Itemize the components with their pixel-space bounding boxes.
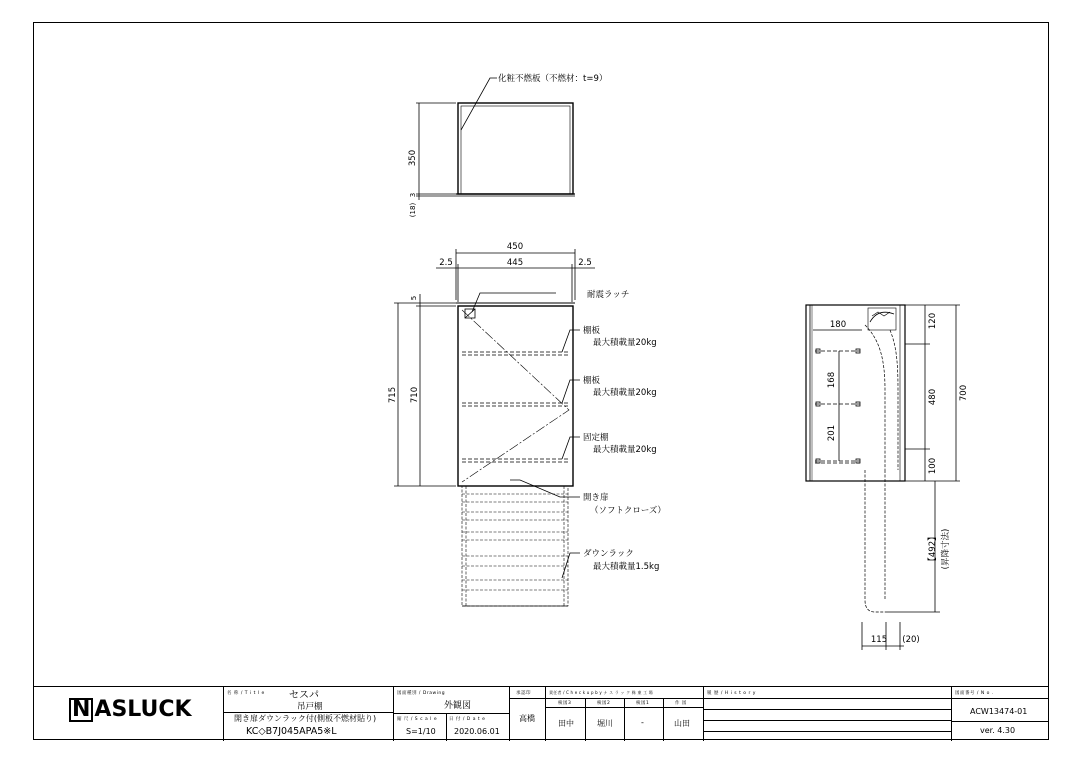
dim-left-gap-label: 2.5 bbox=[439, 258, 453, 268]
dim-right-gap-label: 2.5 bbox=[578, 258, 592, 268]
title-cell bbox=[223, 687, 393, 741]
approval-cell bbox=[509, 687, 545, 741]
dim-201-label: 201 bbox=[827, 424, 837, 442]
top-view bbox=[416, 78, 575, 200]
dim-480-label: 480 bbox=[928, 388, 938, 406]
dim-3-label: 3 bbox=[409, 192, 417, 198]
approval-label: 承認印 bbox=[516, 691, 531, 696]
approver-name: 高橋 bbox=[519, 714, 535, 723]
check-col-2: 検図2 bbox=[597, 701, 611, 706]
check-col-1: 検図3 bbox=[558, 701, 572, 706]
title-block bbox=[33, 686, 1049, 740]
check-label: 責任者 / C h e c k u p b y ナ ス ラ ッ ク 株 東 工 場 bbox=[549, 690, 653, 695]
drawing-number: ACW13474-01 bbox=[970, 707, 1028, 716]
dim-total-height-label: 715 bbox=[388, 386, 398, 404]
dim-492-note: (昇降寸法) bbox=[941, 528, 951, 570]
front-view bbox=[394, 249, 595, 606]
check-col-4: 作 図 bbox=[675, 701, 687, 706]
checker-4: 山田 bbox=[674, 719, 690, 728]
checker-3: - bbox=[641, 718, 644, 727]
dim-120-label: 120 bbox=[928, 312, 938, 330]
dim-inner-width-label: 445 bbox=[506, 258, 524, 268]
callout-shelf1-load: 最大積載量20kg bbox=[593, 338, 657, 348]
callout-door-note: （ソフトクローズ） bbox=[590, 506, 666, 516]
callout-shelf2-name: 棚板 bbox=[583, 376, 601, 386]
callout-board-text: 化粧不燃板（不燃材：t=9） bbox=[498, 74, 608, 84]
history-cell bbox=[703, 687, 951, 741]
callout-door-name: 開き扉 bbox=[583, 493, 609, 503]
drawing-type-label: 図面種別 / Drawing bbox=[397, 691, 446, 696]
check-col-3: 検図1 bbox=[636, 701, 650, 706]
dim-18-label: (18) bbox=[409, 202, 417, 218]
history-label: 履 歴 / H i s t o r y bbox=[707, 691, 756, 696]
dim-20-label: (20) bbox=[902, 635, 920, 645]
callout-shelf2-load: 最大積載量20kg bbox=[593, 388, 657, 398]
dim-115-label: 115 bbox=[870, 635, 888, 645]
dim-168-label: 168 bbox=[827, 371, 837, 389]
dim-total-width-label: 450 bbox=[506, 242, 524, 252]
dim-700-label: 700 bbox=[959, 384, 969, 402]
callout-rack-name: ダウンラック bbox=[583, 549, 634, 559]
title-sub: 吊戸棚 bbox=[297, 702, 323, 712]
dim-depth-label: 350 bbox=[408, 149, 418, 167]
date-value: 2020.06.01 bbox=[454, 727, 500, 736]
dim-inner-height-label: 710 bbox=[410, 386, 420, 404]
number-cell bbox=[951, 687, 1049, 741]
callout-latch-text: 耐震ラッチ bbox=[587, 290, 630, 300]
dim-492-label: 【492】 bbox=[928, 532, 938, 566]
callout-rack-load: 最大積載量1.5kg bbox=[593, 562, 660, 572]
side-view bbox=[806, 305, 960, 650]
dim-180-label: 180 bbox=[829, 320, 847, 330]
model-number: KC◇B7J045APA5※L bbox=[246, 726, 337, 737]
dim-top-gap-label: 5 bbox=[410, 295, 418, 301]
scale-label: 縮 尺 / S c a l e bbox=[397, 717, 438, 722]
date-label: 日 付 / D a t e bbox=[449, 717, 486, 722]
number-label: 図面番号 / N o . bbox=[955, 691, 994, 696]
checker-2: 堀川 bbox=[597, 719, 613, 728]
title-desc: 開き扉ダウンラック付(側板不燃材貼り) bbox=[234, 714, 377, 723]
drawing-info-cell bbox=[393, 687, 509, 741]
title-main: セスパ bbox=[289, 690, 319, 701]
checker-1: 田中 bbox=[558, 719, 574, 728]
scale-value: S=1/10 bbox=[406, 727, 436, 736]
drawing-type: 外観図 bbox=[444, 701, 472, 711]
callout-fixed-shelf-name: 固定棚 bbox=[583, 433, 609, 443]
logo-cell bbox=[33, 687, 223, 741]
company-logo: N ASLUCK bbox=[69, 697, 192, 722]
title-label: 名 称 / T i t l e bbox=[227, 691, 265, 696]
dim-100-label: 100 bbox=[928, 457, 938, 475]
check-cell bbox=[545, 687, 703, 741]
callout-fixed-shelf-load: 最大積載量20kg bbox=[593, 445, 657, 455]
version: ver. 4.30 bbox=[980, 726, 1016, 735]
callout-shelf1-name: 棚板 bbox=[583, 326, 601, 336]
